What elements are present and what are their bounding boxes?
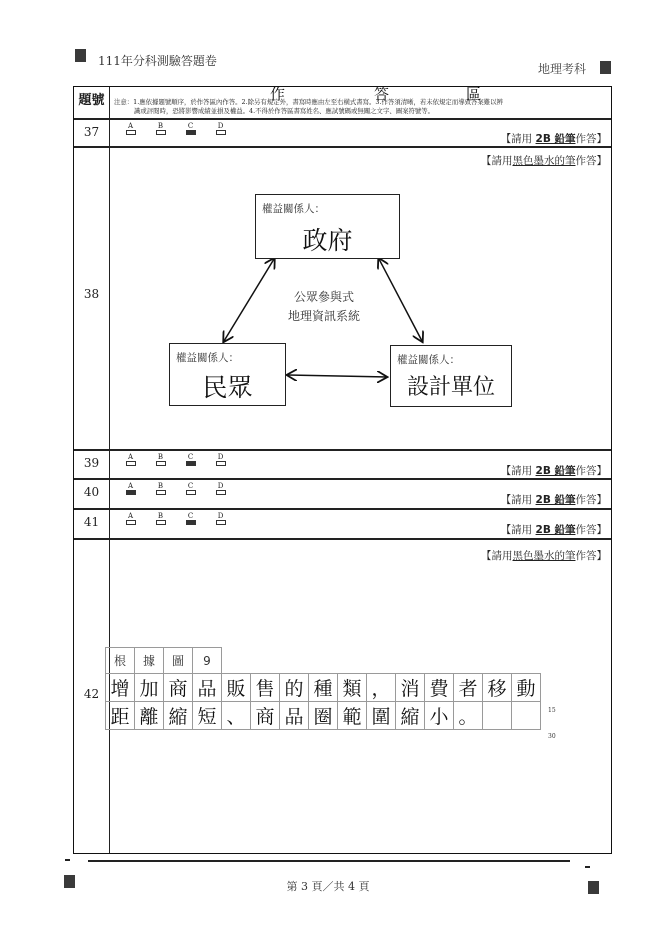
bubble-37-a[interactable]: A [124, 122, 137, 135]
answer-area-title-char-3: 區 [466, 85, 482, 103]
grid-row-2: 距 離 縮 短 、 商 品 圈 範 圍 縮 小 。 [106, 702, 541, 730]
grid-row-1: 增 加 商 品 販 售 的 種 類 ， 消 費 者 移 動 [106, 674, 541, 702]
notice-line-2: 識或評閱時，恐將影響成績並損及權益。4.不得於作答區書寫姓名、應試號碼或無關之文字、圖案符號等。 [134, 107, 435, 115]
question-number-header: 題號 [78, 93, 105, 108]
question-number-38: 38 [83, 287, 100, 301]
answer-area-title-char-2: 答 [374, 85, 390, 103]
question-number-37: 37 [83, 125, 100, 139]
registration-mark-top-right [600, 61, 611, 74]
question-number-40: 40 [83, 485, 100, 499]
footer-rule [88, 860, 570, 862]
question-number-42: 42 [83, 687, 100, 701]
diagram-arrows [74, 87, 613, 447]
row-divider [74, 538, 611, 540]
stakeholder-government: 政府 [302, 226, 353, 255]
answer-area-title-char-1: 作 [270, 85, 286, 103]
bubble-41-c-selected[interactable]: C [184, 512, 197, 525]
pencil-instruction-41: 【請用 2B 鉛筆作答】 [500, 524, 607, 536]
bubble-40-a-selected[interactable]: A [124, 482, 137, 495]
bubble-39-b[interactable]: B [154, 453, 167, 466]
choice-bubbles-40 [124, 482, 227, 495]
grid-prefix-row: 根 據 圖 9 [106, 648, 541, 674]
bubble-41-d[interactable]: D [214, 512, 227, 525]
subject-label: 地理考科 [538, 62, 587, 76]
answer-grid[interactable] [105, 647, 541, 730]
bubble-39-a[interactable]: A [124, 453, 137, 466]
pencil-instruction-37: 【請用 2B 鉛筆作答】 [500, 133, 607, 145]
exam-title: 111年分科測驗答題卷 [98, 54, 217, 68]
ppgis-label: 公眾參與式 地理資訊系統 [287, 290, 360, 323]
question-number-39: 39 [83, 456, 100, 470]
stakeholder-box-public: 權益關係人： 民眾 [169, 343, 286, 406]
notice-line-1: 注意：1.應依據題號順序，於作答區內作答。2.除另有規定外，書寫時應由左至右橫式書寫。3.作答須清晰，若未依規定而導致答案難以辨 [114, 98, 503, 106]
stakeholder-box-design-unit: 權益關係人： 設計單位 [390, 345, 512, 407]
ink-instruction-38: 【請用黑色墨水的筆作答】 [481, 155, 607, 167]
bubble-37-c-selected[interactable]: C [184, 122, 197, 135]
bubble-40-b[interactable]: B [154, 482, 167, 495]
pencil-instruction-40: 【請用 2B 鉛筆作答】 [500, 494, 607, 506]
grid-count-30: 30 [548, 733, 556, 740]
stakeholder-box-government: 權益關係人： 政府 [255, 194, 400, 259]
choice-bubbles-39 [124, 453, 227, 466]
row-divider [74, 478, 611, 480]
bubble-41-a[interactable]: A [124, 512, 137, 525]
question-number-41: 41 [83, 515, 100, 529]
grid-count-15: 15 [548, 707, 556, 714]
bubble-40-c[interactable]: C [184, 482, 197, 495]
footer-dash-right [585, 866, 590, 868]
bubble-39-d[interactable]: D [214, 453, 227, 466]
page-number: 第 3 頁／共 4 頁 [286, 880, 370, 893]
stakeholder-design-unit: 設計單位 [406, 375, 495, 400]
bubble-40-d[interactable]: D [214, 482, 227, 495]
bubble-37-b[interactable]: B [154, 122, 167, 135]
registration-mark-top-left [75, 49, 86, 62]
bubble-39-c-selected[interactable]: C [184, 453, 197, 466]
choice-bubbles-41 [124, 512, 227, 525]
bubble-41-b[interactable]: B [154, 512, 167, 525]
row-divider [74, 508, 611, 510]
footer-dash-left [65, 859, 70, 861]
ink-instruction-42: 【請用黑色墨水的筆作答】 [481, 550, 607, 562]
pencil-instruction-39: 【請用 2B 鉛筆作答】 [500, 465, 607, 477]
stakeholder-public: 民眾 [202, 373, 253, 402]
bubble-37-d[interactable]: D [214, 122, 227, 135]
answer-sheet [73, 86, 612, 854]
row-divider [74, 449, 611, 451]
